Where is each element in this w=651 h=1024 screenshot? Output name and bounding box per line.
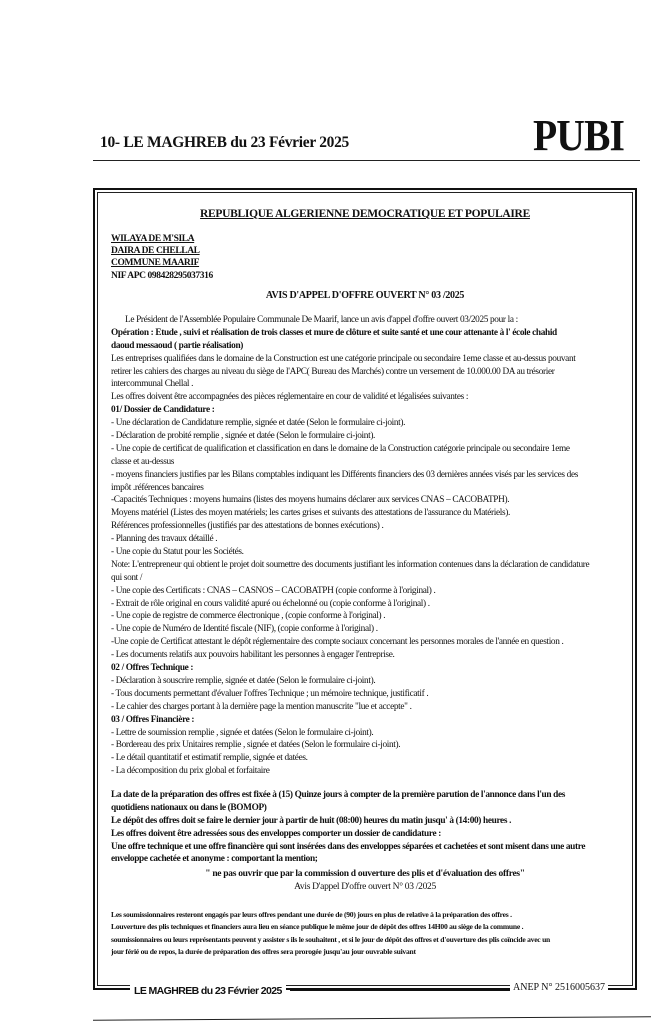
- closing-section: [111, 909, 627, 958]
- text-line: Le Président de l'Assemblée Populaire Communale De Maarif, lance un avis d'appel d'offre ouvert 03/2025 pour la :: [125, 315, 518, 325]
- footer-newspaper: LE MAGHREB du 23 Février 2025: [130, 985, 286, 997]
- text-line: soumissionnaires ou leurs représentants peuvent y assister s ils le souhaitent , et si le jour de dépôt des offres et d'ouverture des plis coïncide avec un: [111, 934, 551, 944]
- text-line: Le dépôt des offres doit se faire le dernier jour à partir de huit (08:00) heures du matin jusqu' à (14:00) heures .: [111, 815, 512, 826]
- text-line: - Le détail quantitatif et estimatif remplie, signée et datées.: [111, 753, 308, 764]
- text-line: enveloppe cachetée et anonyme : comportant la mention;: [111, 854, 318, 865]
- text-line: - Déclaration de probité remplie , signée et datée (Selon le formulaire ci-joint).: [111, 431, 376, 442]
- header-divider: [93, 160, 640, 161]
- text-line: qui sont /: [111, 572, 143, 583]
- text-line: Louverture des plis techniques et financiers aura lieu en séance publique le même jour de dépôt des offres 14H00 au siège de la commune .: [111, 922, 524, 932]
- text-line: - Le cahier des charges portant à la dernière page la mention manuscrite "lue et accepte" .: [111, 701, 412, 712]
- text-line: - Déclaration à souscrire remplie, signée et datée (Selon le formulaire ci-joint).: [111, 675, 376, 686]
- page-masthead: 10- LE MAGHREB du 23 Février 2025: [100, 134, 349, 151]
- text-line: intercommunal Chellal .: [111, 379, 194, 390]
- text-line: - Extrait de rôle original en cours validité apuré ou échelonné ou (copie conforme à l'original) .: [111, 598, 430, 609]
- text-line: - Une copie du Statut pour les Sociétés.: [111, 547, 244, 558]
- text-line: - Une copie de certificat de qualification et classification en dans le domaine de la Construction catégorie principale ou secondaire 1eme: [111, 443, 570, 454]
- text-line: - Une copie de Numéro de Identité fiscale (NIF), (copie conforme à l'original) .: [111, 624, 378, 635]
- text-line: -Capacités Techniques : moyens humains (listes des moyens humains déclarer aux services CNAS – CACOBATPH).: [111, 495, 510, 506]
- text-line: Une offre technique et une offre financière qui sont insérées dans des enveloppes séparées et cachetées et sont misent dans une autre: [111, 841, 586, 852]
- text-line: -Une copie de Certificat attestant le dépôt réglementaire des compte sociaux concernant les personnes morales de l'année en question .: [111, 637, 564, 648]
- republic-heading: REPUBLIQUE ALGERIENNE DEMOCRATIQUE ET POPULAIRE: [200, 208, 530, 220]
- nif-line: NIF APC 098428295037316: [111, 271, 213, 281]
- text-line: - Une copie des Certificats : CNAS – CASNOS – CACOBATPH (copie conforme à l'original) .: [111, 585, 436, 596]
- deadline-section: [111, 789, 627, 866]
- text-line: 02 / Offres Technique :: [111, 663, 194, 674]
- text-line: classe et au-dessus: [111, 456, 175, 467]
- text-line: - Lettre de soumission remplie , signée et datées (Selon le formulaire ci-joint).: [111, 727, 374, 738]
- text-line: quotidiens nationaux ou dans le (BOMOP): [111, 802, 267, 813]
- text-line: impôt .références bancaires: [111, 482, 204, 493]
- commune-line: COMMUNE MAARIF: [111, 258, 200, 268]
- envelope-mention-ref: Avis D'appel D'offre ouvert N° 03 /2025: [294, 882, 436, 892]
- text-line: Les offres doivent être accompagnées des pièces réglementaire en cour de validité et légalisées suivantes :: [111, 392, 469, 403]
- daira-line: DAIRA DE CHELLAL: [111, 246, 200, 256]
- text-line: 03 / Offres Financière :: [111, 714, 195, 725]
- notice-body: [111, 314, 627, 778]
- text-line: - Une copie de registre de commerce électronique , (copie conforme à l'original) .: [111, 611, 386, 622]
- text-line: Opération : Etude , suivi et réalisation de trois classes et mure de clôture et suite santé et une cour attenante à l' école chahid: [111, 327, 557, 338]
- notice-title: AVIS D'APPEL D'OFFRE OUVERT N° 03 /2025: [265, 290, 465, 301]
- footer-divider: [290, 989, 512, 991]
- text-line: 01/ Dossier de Candidature :: [111, 405, 215, 416]
- text-line: Moyens matériel (Listes des moyen matériels; les cartes grises et suivants des attestations de l'assurance du Matériels).: [111, 508, 510, 519]
- text-line: daoud messaoud ( partie réalisation): [111, 340, 244, 351]
- text-line: - Bordereau des prix Unitaires remplie , signée et datées (Selon le formulaire ci-joint).: [111, 740, 401, 751]
- text-line: - Une déclaration de Candidature remplie, signée et datée (Selon le formulaire ci-joint).: [111, 418, 406, 429]
- text-line: retirer les cahiers des charges au niveau du siège de l'APC( Bureau des Marchés) contre un versement de 10.000.00 DA au trésorier: [111, 366, 555, 377]
- text-line: - Les documents relatifs aux pouvoirs habilitant les personnes à engager l'entreprise.: [111, 650, 395, 661]
- text-line: - moyens financiers justifies par les Bilans comptables indiquant les Différents financiers des 03 dernières années visés par les services des: [111, 469, 578, 480]
- text-line: Note: L'entrepreneur qui obtient le projet doit soumettre des documents justifiant les information contenues dans la déclaration de candidature: [111, 559, 590, 570]
- wilaya-line: WILAYA DE M'SILA: [111, 234, 195, 244]
- text-line: Références professionnelles (justifiés par des attestations de bonnes exécutions) .: [111, 521, 384, 532]
- text-line: Les offres doivent être adressées sous des enveloppes comporter un dossier de candidature :: [111, 828, 441, 839]
- envelope-mention: " ne pas ouvrir que par la commission d ouverture des plis et d'évaluation des offres": [205, 869, 525, 879]
- text-line: - La décomposition du prix global et forfaitaire: [111, 766, 270, 777]
- page-bottom-rule: [93, 1016, 651, 1020]
- section-heading: PUBI: [533, 111, 625, 160]
- text-line: Les entreprises qualifiées dans le domaine de la Construction est une catégorie principale ou secondaire 1eme classe et au-dessus pouvant: [111, 353, 576, 364]
- text-line: Les soumissionnaires resteront engagés par leurs offres pendant une durée de (90) jours en plus de relative à la préparation des offres .: [111, 910, 512, 919]
- text-line: jour férié ou de repos, la durée de préparation des offres sera prorogée jusqu'au jour ouvrable suivant: [111, 946, 416, 956]
- text-line: - Planning des travaux détaillé .: [111, 534, 218, 545]
- text-line: - Tous documents permettant d'évaluer l'offres Technique ; un mémoire technique, justificatif .: [111, 688, 429, 699]
- anep-number: ANEP N° 2516005637: [510, 982, 608, 993]
- text-line: La date de la préparation des offres est fixée à (15) Quinze jours à compter de la première parution de l'annonce dans l'un des: [111, 790, 566, 800]
